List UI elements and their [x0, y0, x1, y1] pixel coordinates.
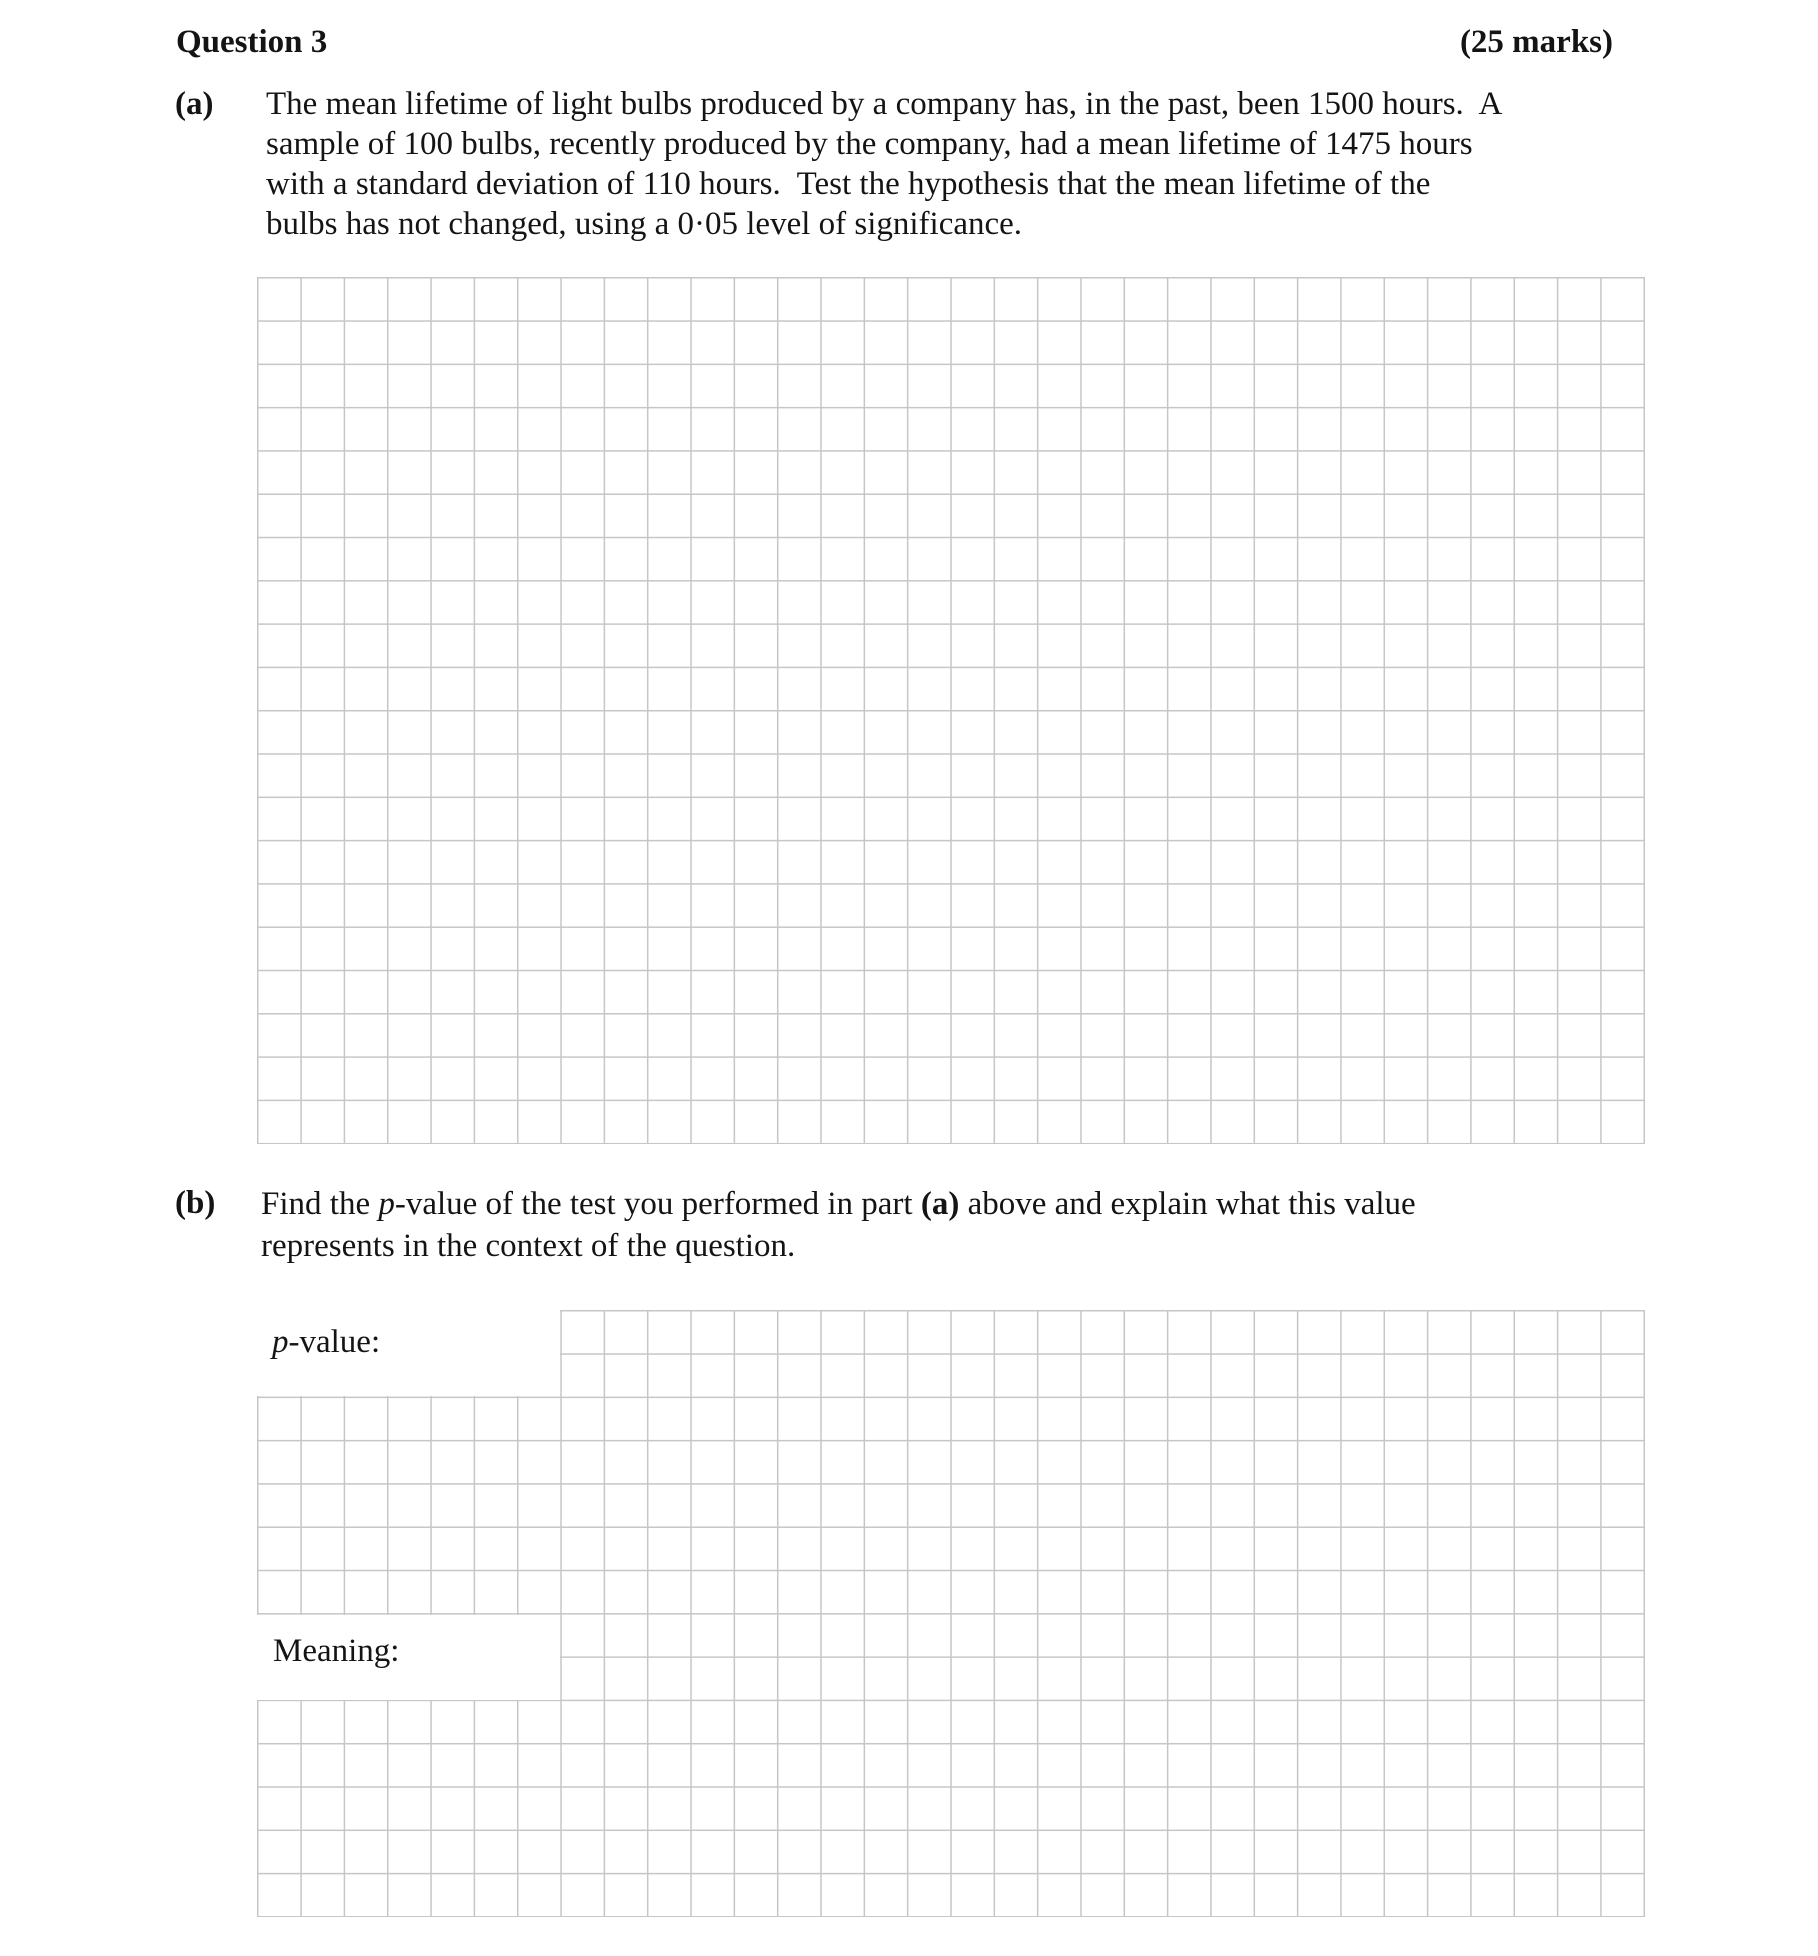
text-segment: represents in the context of the question. — [261, 1228, 796, 1264]
meaning-label — [273, 1630, 399, 1672]
text-segment: Meaning: — [273, 1632, 400, 1669]
text-segment: -value of the test you performed in part — [394, 1186, 921, 1222]
text-line — [266, 164, 1502, 204]
text-segment: sample of 100 bulbs, recently produced by the company, had a mean lifetime of 1475 hours — [266, 126, 1473, 162]
text-line — [266, 124, 1502, 164]
part-b-question — [175, 1183, 1416, 1267]
text-segment: above and explain what this value — [959, 1186, 1416, 1222]
text-line — [261, 1183, 1416, 1225]
text-segment: -value: — [288, 1324, 381, 1360]
p-value-label-box — [255, 1308, 560, 1396]
text-segment: The mean lifetime of light bulbs produced by a company has, in the past, been 1500 hours. A — [266, 86, 1503, 122]
text-line — [266, 84, 1502, 124]
text-segment: (a) — [920, 1186, 960, 1222]
part-b-answer-grid — [257, 1310, 1645, 1917]
p-value-label — [272, 1321, 380, 1363]
part-a-question — [175, 84, 1502, 244]
text-segment: with a standard deviation of 110 hours. Test the hypothesis that the mean lifetime of the — [266, 166, 1431, 202]
text-line — [261, 1225, 1416, 1267]
part-a-label: (a) — [175, 86, 214, 122]
part-b-text — [261, 1183, 1416, 1267]
part-b-label: (b) — [175, 1185, 216, 1221]
text-line — [266, 204, 1502, 244]
part-a-text — [266, 84, 1502, 244]
text-segment: bulbs has not changed, using a 0·05 level of significance. — [266, 206, 1023, 242]
text-segment: p — [272, 1324, 289, 1360]
question-title: Question 3 — [176, 24, 328, 60]
text-segment: p — [378, 1186, 395, 1222]
question-marks: (25 marks) — [1459, 24, 1613, 60]
meaning-label-box — [255, 1615, 560, 1700]
part-a-answer-grid — [257, 277, 1645, 1144]
question-header — [176, 22, 1613, 62]
text-segment: Find the — [261, 1186, 379, 1222]
